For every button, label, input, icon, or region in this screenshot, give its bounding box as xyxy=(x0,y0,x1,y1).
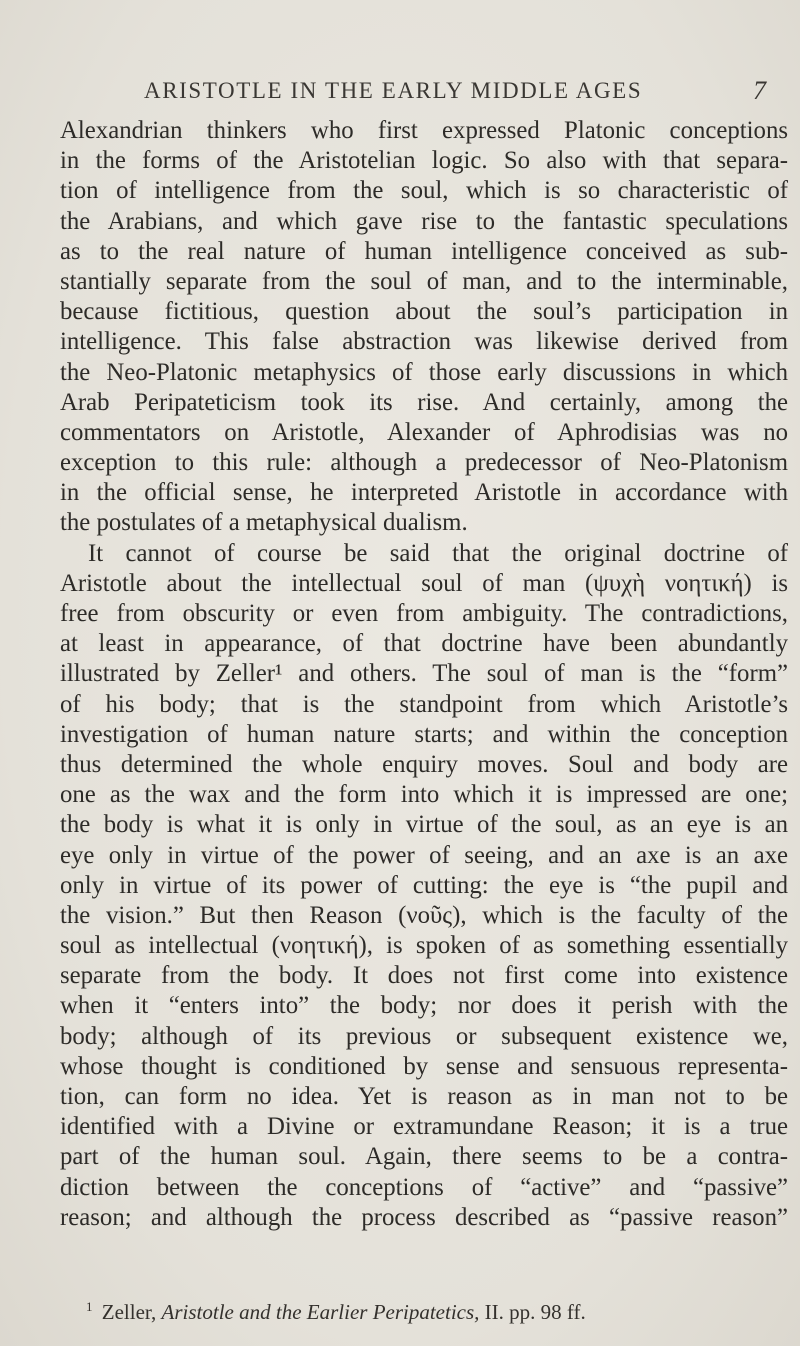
paragraph-end-line: the postulates of a metaphysical dualism. xyxy=(60,509,468,537)
running-title: ARISTOTLE IN THE EARLY MIDDLE AGES xyxy=(144,78,643,103)
page-header xyxy=(60,74,766,114)
text-line: the vision.” But then Reason (νοῦς), which is the faculty of the xyxy=(60,901,788,929)
text-line: at least in appearance, of that doctrine have been abundantly xyxy=(60,630,788,658)
text-line: of his body; that is the standpoint from which Aristotle’s xyxy=(60,690,788,718)
text-line: tion of intelligence from the soul, which is so characteristic of xyxy=(60,177,788,205)
text-line: exception to this rule: although a predecessor of Neo-Platonism xyxy=(60,449,788,477)
text-line: Aristotle about the intellectual soul of man (ψυχὴ νοητική) is xyxy=(60,569,788,597)
footnote-mark: 1 xyxy=(86,1299,93,1314)
text-line: identified with a Divine or extramundane Reason; it is a true xyxy=(60,1113,788,1141)
text-line: soul as intellectual (νοητική), is spoken of as something essentially xyxy=(60,932,788,960)
text-line: the Arabians, and which gave rise to the fantastic speculations xyxy=(60,207,788,235)
text-line: the body is what it is only in virtue of the soul, as an eye is an xyxy=(60,811,788,839)
paragraph-start-line: It cannot of course be said that the original doctrine of xyxy=(88,539,788,567)
text-line: one as the wax and the form into which it is impressed are one; xyxy=(60,781,788,809)
text-line: tion, can form no idea. Yet is reason as in man not to be xyxy=(60,1083,788,1110)
footnote-author: Zeller, xyxy=(101,1300,157,1324)
text-line: body; although of its previous or subsequent existence we, xyxy=(60,1022,788,1050)
text-line: Arab Peripateticism took its rise. And certainly, among the xyxy=(60,388,788,416)
text-line: when it “enters into” the body; nor does it perish with the xyxy=(60,992,788,1020)
text-line: as to the real nature of human intelligence conceived as sub- xyxy=(60,237,788,265)
footnote-title: Aristotle and the Earlier Peripatetics, xyxy=(161,1300,480,1324)
text-line: commentators on Aristotle, Alexander of Aphrodisias was no xyxy=(60,418,788,446)
text-line: investigation of human nature starts; and within the conception xyxy=(60,720,788,748)
text-line: intelligence. This false abstraction was likewise derived from xyxy=(60,328,788,356)
footnote-reference: II. pp. 98 ff. xyxy=(484,1300,586,1324)
text-line: the Neo-Platonic metaphysics of those early discussions in which xyxy=(60,358,788,386)
footnote xyxy=(86,1299,726,1325)
text-line: separate from the body. It does not first come into existence xyxy=(60,962,788,990)
text-line: only in virtue of its power of cutting: the eye is “the pupil and xyxy=(60,871,788,899)
text-line: thus determined the whole enquiry moves. Soul and body are xyxy=(60,750,788,778)
text-line: in the forms of the Aristotelian logic. So also with that separa- xyxy=(60,147,788,175)
page-number: 7 xyxy=(753,76,766,105)
text-line: reason; and although the process described as “passive reason” xyxy=(60,1203,788,1231)
text-line: eye only in virtue of the power of seeing, and an axe is an axe xyxy=(60,841,788,869)
text-line: illustrated by Zeller¹ and others. The soul of man is the “form” xyxy=(60,660,788,688)
text-line: because fictitious, question about the soul’s participation in xyxy=(60,298,788,326)
text-line: free from obscurity or even from ambiguity. The contradictions, xyxy=(60,600,788,627)
text-line: Alexandrian thinkers who first expressed Platonic conceptions xyxy=(60,117,788,144)
text-line: diction between the conceptions of “active” and “passive” xyxy=(60,1173,788,1201)
text-line: whose thought is conditioned by sense and sensuous representa- xyxy=(60,1052,788,1080)
text-line: part of the human soul. Again, there seems to be a contra- xyxy=(60,1143,788,1171)
text-line: in the official sense, he interpreted Aristotle in accordance with xyxy=(60,479,788,507)
body-text xyxy=(60,116,788,1233)
text-line: stantially separate from the soul of man, and to the interminable, xyxy=(60,267,788,295)
